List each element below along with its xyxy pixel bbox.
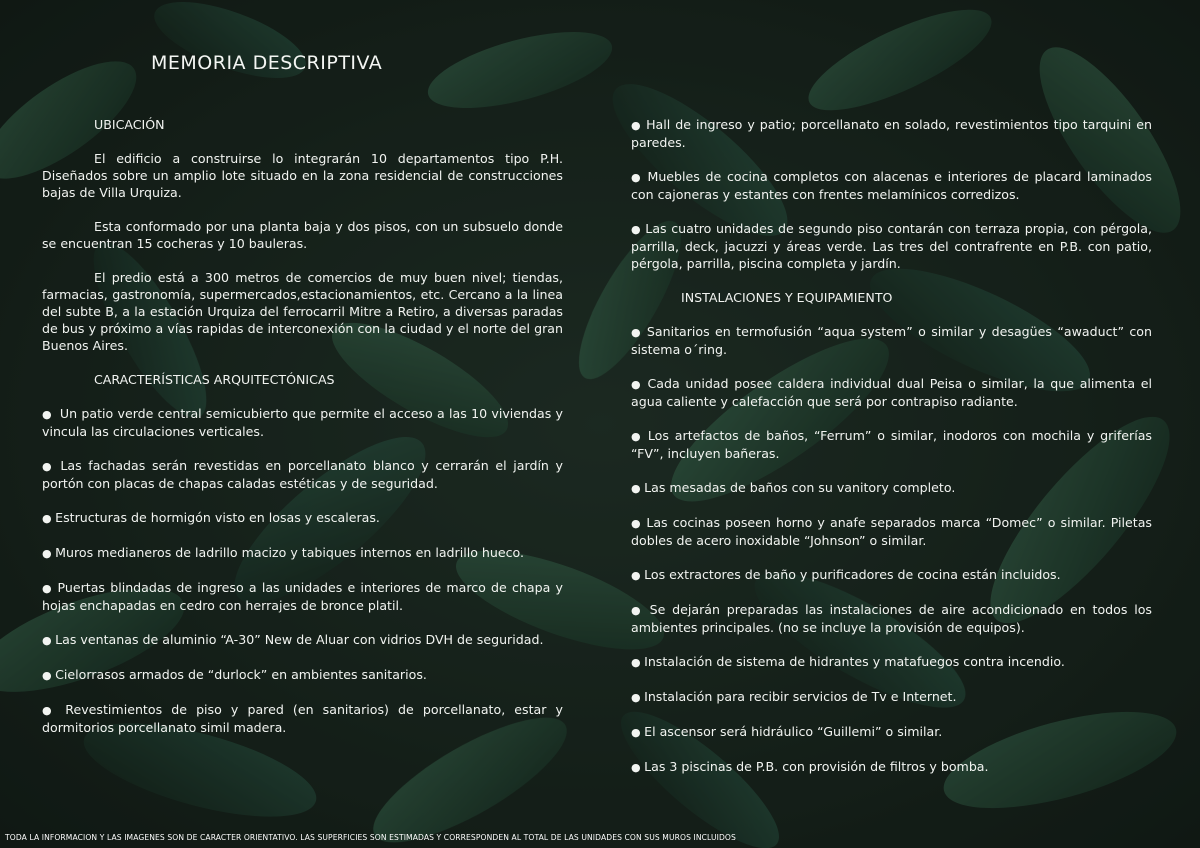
list-item: ● Las cocinas poseen horno y anafe separados marca “Domec” o similar. Piletas dobles de acero inoxidable “Johnson” o similar.	[631, 514, 1152, 549]
list-item: ● Instalación de sistema de hidrantes y matafuegos contra incendio.	[631, 653, 1152, 671]
page-title: MEMORIA DESCRIPTIVA	[151, 52, 383, 74]
list-item: ● El ascensor será hidráulico “Guillemi” o similar.	[631, 723, 1152, 741]
list-item: ● Instalación para recibir servicios de Tv e Internet.	[631, 688, 1152, 706]
section-heading-ubicacion: UBICACIÓN	[94, 117, 165, 132]
list-item: ● Las cuatro unidades de segundo piso contarán con terraza propia, con pérgola, parrilla, deck, jacuzzi y áreas verde. Las tres del contrafrente en P.B. con patio, pérgola, parrilla, piscina completa y jardín.	[631, 220, 1152, 272]
paragraph: El predio está a 300 metros de comercios de muy buen nivel; tiendas, farmacias, gastronomía, supermercados,estacionamientos, etc. Cercano a la linea del subte B, a la estación Urquiza del ferrocarril Mitre a Retiro, a diversas paradas de bus y próximo a vías rapidas de interconexión con la ciudad y el norte del gran Buenos Aires.	[42, 270, 563, 353]
list-item: ● Muros medianeros de ladrillo macizo y tabiques internos en ladrillo hueco.	[42, 544, 563, 562]
list-item: ● Se dejarán preparadas las instalaciones de aire acondicionado en todos los ambientes principales. (no se incluye la provisión de equipos).	[631, 601, 1152, 636]
list-item: ● Las 3 piscinas de P.B. con provisión de filtros y bomba.	[631, 758, 1152, 776]
list-item: ● Las fachadas serán revestidas en porcellanato blanco y cerrarán el jardín y portón con placas de chapas caladas estéticas y de seguridad.	[42, 457, 563, 492]
list-item: ● Cielorrasos armados de “durlock” en ambientes sanitarios.	[42, 666, 563, 684]
list-item: ● Sanitarios en termofusión “aqua system” o similar y desagües “awaduct” con sistema o´ring.	[631, 323, 1152, 358]
right-column	[631, 116, 1152, 793]
paragraph: El edificio a construirse lo integrarán 10 departamentos tipo P.H. Diseñados sobre un amplio lote situado en la zona residencial de construcciones bajas de Villa Urquiza.	[42, 151, 563, 200]
list-item: ● Muebles de cocina completos con alacenas e interiores de placard laminados con cajoneras y estantes con frentes melamínicos corredizos.	[631, 168, 1152, 203]
section-heading-instalaciones: INSTALACIONES Y EQUIPAMIENTO	[681, 290, 893, 305]
list-item: ● Hall de ingreso y patio; porcellanato en solado, revestimientos tipo tarquini en paredes.	[631, 116, 1152, 151]
list-item: ● Un patio verde central semicubierto que permite el acceso a las 10 viviendas y vincula las circulaciones verticales.	[42, 405, 563, 440]
list-item: ● Los artefactos de baños, “Ferrum” o similar, inodoros con mochila y griferías “FV”, incluyen bañeras.	[631, 427, 1152, 462]
list-item: ● Cada unidad posee caldera individual dual Peisa o similar, la que alimenta el agua caliente y calefacción que será por contrapiso radiante.	[631, 375, 1152, 410]
list-item: ● Las ventanas de aluminio “A-30” New de Aluar con vidrios DVH de seguridad.	[42, 631, 563, 649]
list-item: ● Revestimientos de piso y pared (en sanitarios) de porcellanato, estar y dormitorios porcellanato simil madera.	[42, 701, 563, 736]
list-item: ● Estructuras de hormigón visto en losas y escaleras.	[42, 509, 563, 527]
section-heading-caracteristicas: CARACTERÍSTICAS ARQUITECTÓNICAS	[94, 372, 335, 387]
list-item: ● Los extractores de baño y purificadores de cocina están incluidos.	[631, 566, 1152, 584]
left-column	[42, 116, 563, 753]
list-item: ● Las mesadas de baños con su vanitory completo.	[631, 479, 1152, 497]
list-item: ● Puertas blindadas de ingreso a las unidades e interiores de marco de chapa y hojas enchapadas en cedro con herrajes de bronce platil.	[42, 579, 563, 614]
paragraph: Esta conformado por una planta baja y dos pisos, con un subsuelo donde se encuentran 15 cocheras y 10 bauleras.	[42, 219, 563, 251]
disclaimer-footer: TODA LA INFORMACION Y LAS IMAGENES SON DE CARACTER ORIENTATIVO. LAS SUPERFICIES SON ESTIMADAS Y CORRESPONDEN AL TOTAL DE LAS UNIDADES CON SUS MUROS INCLUIDOS	[5, 833, 736, 842]
